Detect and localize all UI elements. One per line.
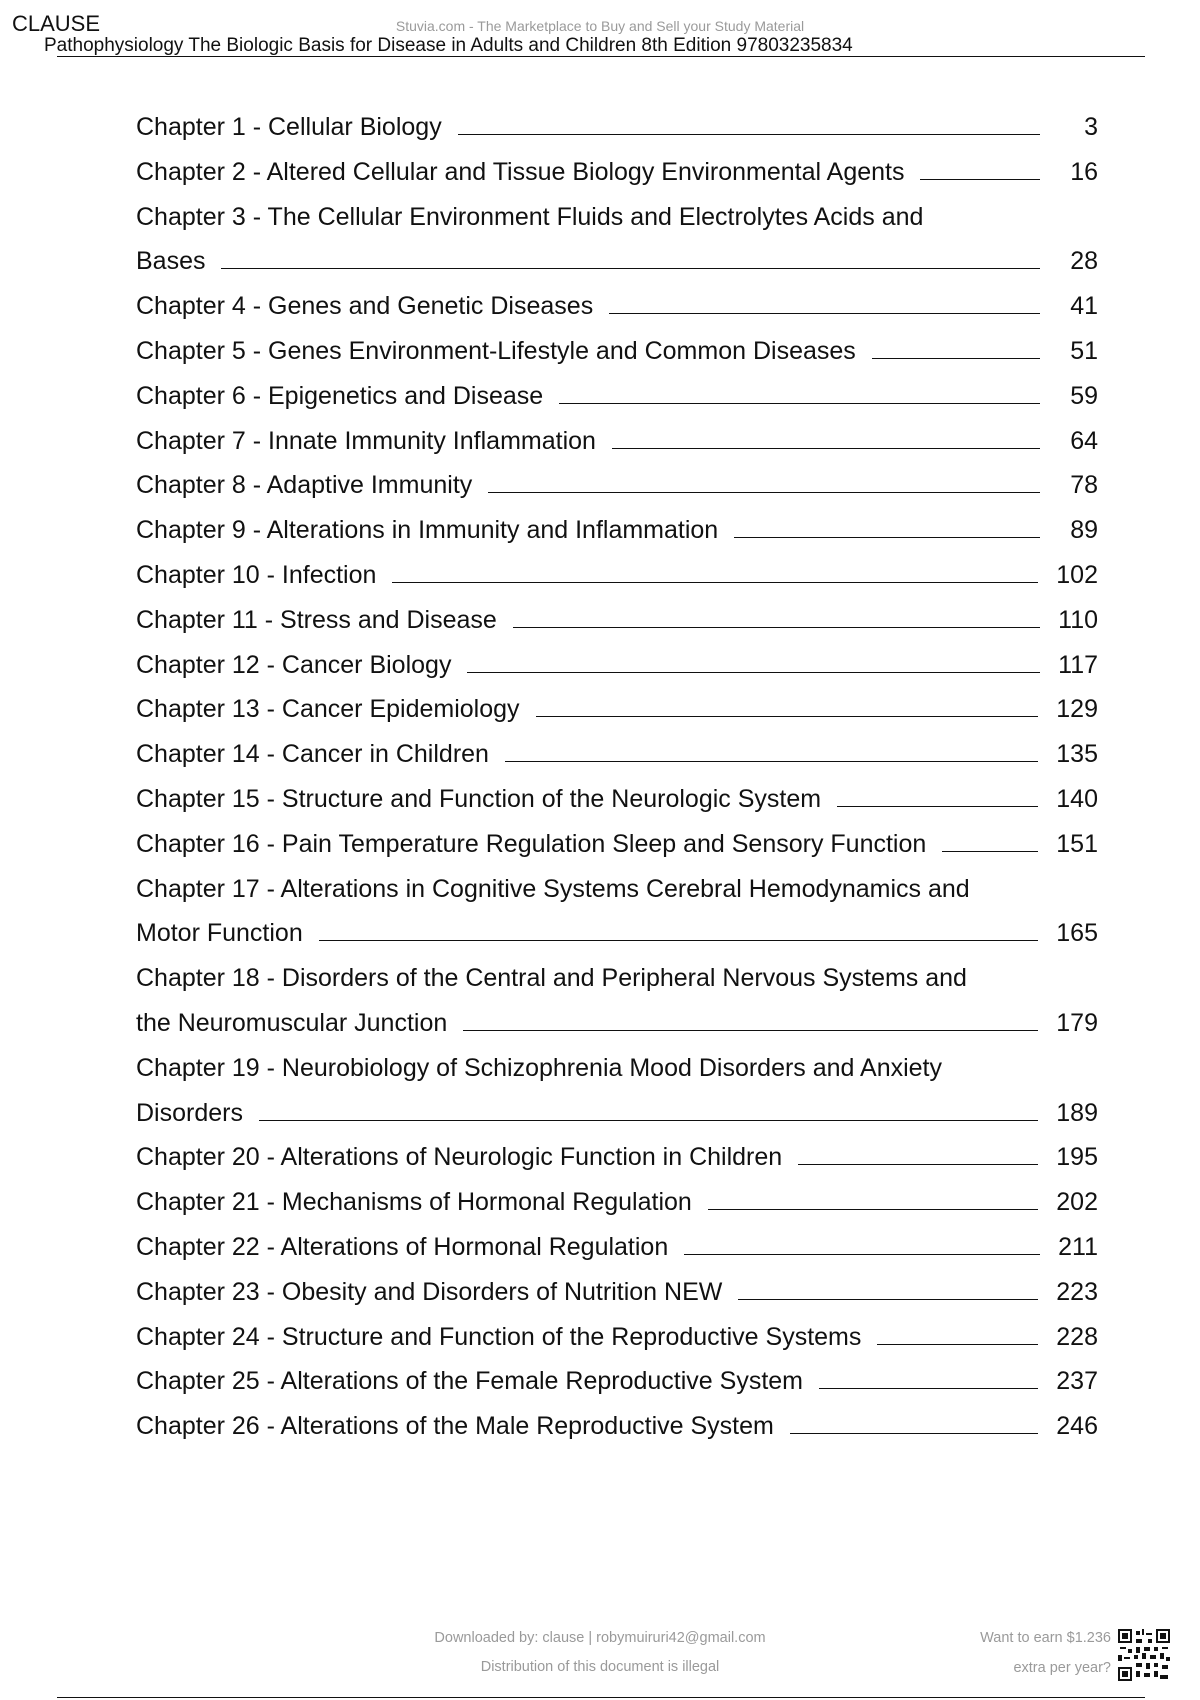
toc-entry-title: Chapter 13 - Cancer Epidemiology [136,695,520,724]
toc-page-number: 78 [1070,471,1098,500]
toc-entry-title: Chapter 11 - Stress and Disease [136,605,497,634]
toc-page-number: 41 [1070,292,1098,321]
qr-code-icon[interactable] [1118,1629,1170,1681]
earn-promo-line-2[interactable]: extra per year? [1013,1660,1111,1676]
toc-entry-title: Chapter 3 - The Cellular Environment Fluids and Electrolytes Acids and [136,202,924,231]
stuvia-watermark: Stuvia.com - The Marketplace to Buy and Sell your Study Material [395,18,805,34]
table-of-contents [136,105,1098,1449]
toc-leader-line [612,448,1040,449]
toc-entry-title: Chapter 20 - Alterations of Neurologic Function in Children [136,1143,783,1172]
toc-entry[interactable] [136,777,1098,822]
toc-entry[interactable] [136,150,1098,195]
toc-entry-title: Chapter 6 - Epigenetics and Disease [136,381,544,410]
toc-page-number: 110 [1058,605,1098,634]
downloaded-by-text: Downloaded by: clause | robymuiruri42@gmail.com [434,1630,766,1646]
toc-page-number: 165 [1056,919,1098,948]
toc-leader-line [942,851,1038,852]
toc-entry-title: Chapter 22 - Alterations of Hormonal Regulation [136,1232,669,1261]
toc-entry-title: Chapter 8 - Adaptive Immunity [136,471,473,500]
toc-page-number: 51 [1070,336,1098,365]
toc-page-number: 135 [1056,740,1098,769]
toc-entry[interactable] [136,508,1098,553]
toc-entry-title: Chapter 2 - Altered Cellular and Tissue Biology Environmental Agents [136,157,905,186]
toc-entry[interactable] [136,329,1098,374]
toc-entry[interactable] [136,1359,1098,1404]
toc-entry[interactable] [136,956,1098,1046]
toc-page-number: 228 [1056,1322,1098,1351]
toc-leader-line [920,179,1040,180]
toc-entry[interactable] [136,105,1098,150]
toc-entry-title: Chapter 25 - Alterations of the Female Reproductive System [136,1367,803,1396]
toc-page-number: 151 [1056,829,1098,858]
toc-leader-line [798,1164,1038,1165]
toc-page-number: 202 [1056,1188,1098,1217]
toc-entry-title: the Neuromuscular Junction [136,1008,448,1037]
toc-entry[interactable] [136,374,1098,419]
toc-entry[interactable] [136,463,1098,508]
toc-entry-title: Chapter 7 - Innate Immunity Inflammation [136,426,596,455]
toc-leader-line [872,358,1040,359]
toc-entry[interactable] [136,732,1098,777]
toc-leader-line [738,1299,1038,1300]
toc-entry[interactable] [136,284,1098,329]
toc-leader-line [708,1209,1038,1210]
toc-leader-line [609,313,1040,314]
toc-entry-title: Chapter 21 - Mechanisms of Hormonal Regulation [136,1188,692,1217]
toc-entry[interactable] [136,643,1098,688]
toc-entry[interactable] [136,1135,1098,1180]
toc-entry[interactable] [136,419,1098,464]
toc-page-number: 237 [1056,1367,1098,1396]
toc-page-number: 102 [1056,560,1098,589]
toc-entry-title: Bases [136,247,206,276]
toc-leader-line [790,1433,1038,1434]
toc-page-number: 59 [1070,381,1098,410]
toc-entry[interactable] [136,598,1098,643]
toc-entry[interactable] [136,1225,1098,1270]
toc-entry-title: Chapter 14 - Cancer in Children [136,740,489,769]
toc-page-number: 189 [1056,1098,1098,1127]
toc-leader-line [536,716,1039,717]
toc-entry[interactable] [136,553,1098,598]
toc-leader-line [513,627,1040,628]
toc-leader-line [392,582,1038,583]
toc-page-number: 246 [1056,1412,1098,1441]
toc-leader-line [877,1344,1038,1345]
toc-entry-title: Chapter 4 - Genes and Genetic Diseases [136,292,594,321]
toc-page-number: 195 [1056,1143,1098,1172]
toc-page-number: 89 [1070,516,1098,545]
toc-leader-line [488,492,1040,493]
toc-page-number: 3 [1084,113,1098,141]
toc-entry[interactable] [136,1270,1098,1315]
toc-page-number: 211 [1058,1232,1098,1261]
toc-page-number: 129 [1056,695,1098,724]
toc-page-number: 16 [1070,157,1098,186]
toc-leader-line [319,940,1039,941]
toc-entry-title: Chapter 26 - Alterations of the Male Reproductive System [136,1412,774,1441]
toc-entry-title: Chapter 19 - Neurobiology of Schizophrenia Mood Disorders and Anxiety [136,1053,943,1082]
toc-leader-line [259,1120,1038,1121]
toc-leader-line [837,806,1038,807]
toc-page-number: 64 [1070,426,1098,455]
toc-entry[interactable] [136,1315,1098,1360]
toc-entry-title: Chapter 12 - Cancer Biology [136,650,452,679]
toc-page-number: 179 [1056,1008,1098,1037]
toc-entry[interactable] [136,1046,1098,1136]
toc-entry-title: Chapter 24 - Structure and Function of the Reproductive Systems [136,1322,862,1351]
footer-divider [57,1697,1145,1698]
toc-entry-title: Motor Function [136,919,303,948]
document-title: Pathophysiology The Biologic Basis for Disease in Adults and Children 8th Edition 97803235834 [44,35,853,56]
toc-leader-line [505,761,1038,762]
toc-entry-title: Disorders [136,1098,243,1127]
header-divider [57,56,1145,57]
distribution-notice: Distribution of this document is illegal [480,1659,720,1675]
toc-entry-title: Chapter 18 - Disorders of the Central and Peripheral Nervous Systems and [136,964,967,993]
toc-page-number: 223 [1056,1277,1098,1306]
toc-leader-line [463,1030,1038,1031]
toc-leader-line [559,403,1040,404]
toc-entry-title: Chapter 15 - Structure and Function of the Neurologic System [136,784,822,813]
toc-entry-title: Chapter 23 - Obesity and Disorders of Nutrition NEW [136,1277,723,1306]
toc-entry[interactable] [136,1180,1098,1225]
toc-entry-title: Chapter 17 - Alterations in Cognitive Systems Cerebral Hemodynamics and [136,874,970,903]
earn-promo-line-1[interactable]: Want to earn $1.236 [980,1630,1111,1646]
toc-entry[interactable] [136,687,1098,732]
toc-entry[interactable] [136,867,1098,957]
toc-entry[interactable] [136,195,1098,285]
toc-entry-title: Chapter 10 - Infection [136,560,377,589]
toc-entry[interactable] [136,1404,1098,1449]
toc-leader-line [458,134,1040,135]
toc-leader-line [819,1388,1038,1389]
toc-page-number: 28 [1070,247,1098,276]
toc-page-number: 140 [1056,784,1098,813]
toc-leader-line [684,1254,1040,1255]
toc-entry-title: Chapter 9 - Alterations in Immunity and Inflammation [136,516,719,545]
toc-leader-line [221,268,1040,269]
toc-entry[interactable] [136,822,1098,867]
toc-entry-title: Chapter 5 - Genes Environment-Lifestyle and Common Diseases [136,336,856,365]
toc-entry-title: Chapter 1 - Cellular Biology [136,113,442,141]
toc-leader-line [734,537,1040,538]
toc-leader-line [467,672,1040,673]
toc-page-number: 117 [1058,650,1098,679]
toc-entry-title: Chapter 16 - Pain Temperature Regulation Sleep and Sensory Function [136,829,927,858]
document-owner: CLAUSE [12,11,101,36]
